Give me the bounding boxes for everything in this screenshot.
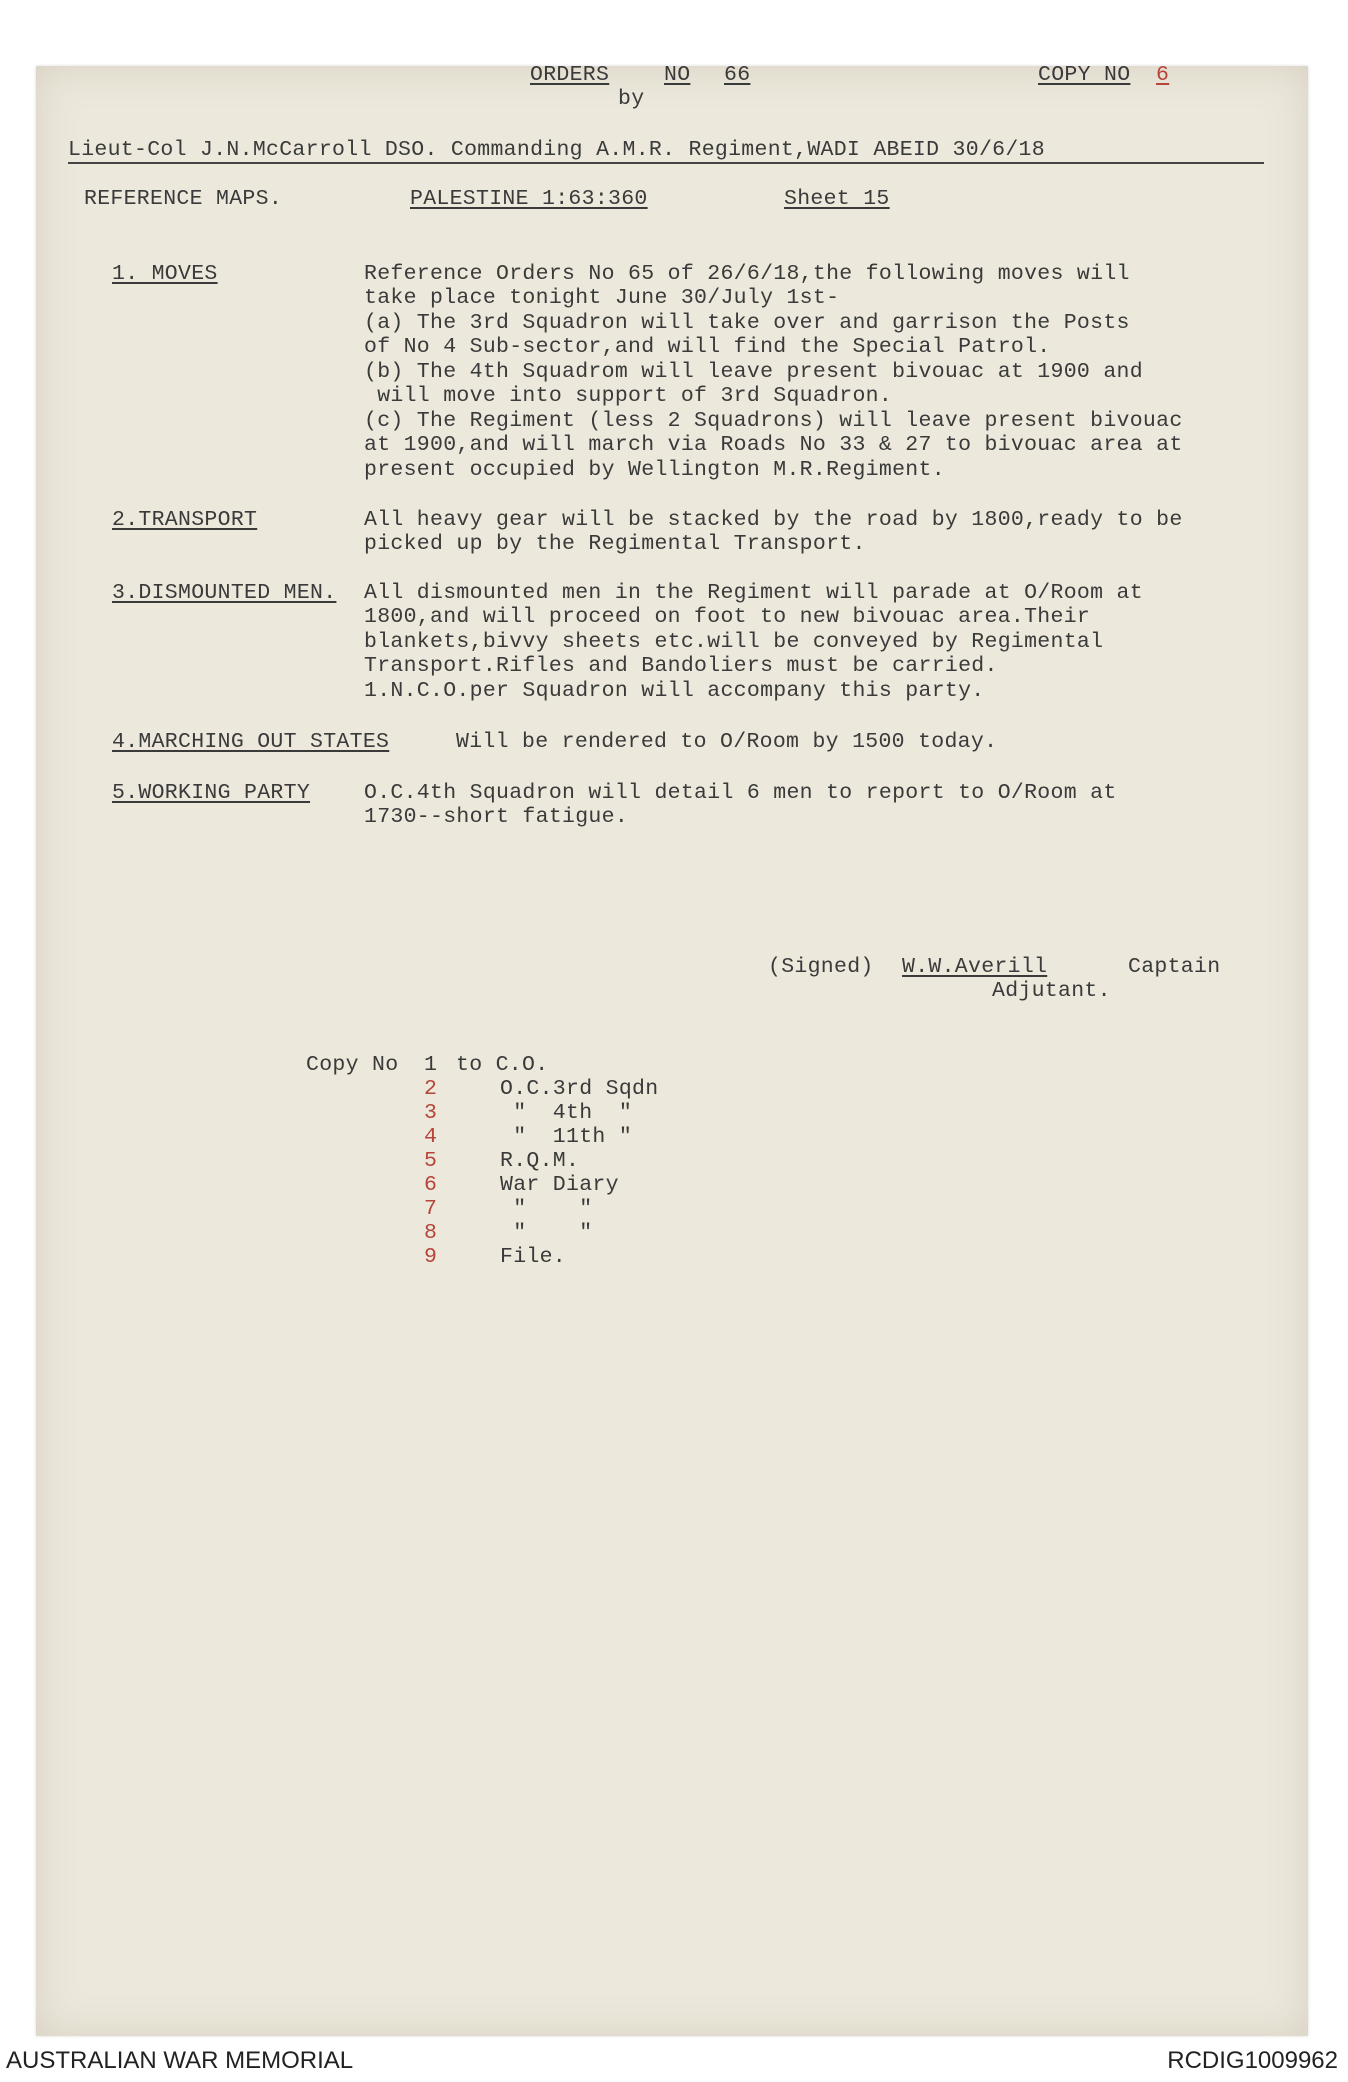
signatory-rank: Captain xyxy=(1128,955,1221,979)
copy-number: 4 xyxy=(424,1125,438,1149)
section-line: O.C.4th Squadron will detail 6 men to report to O/Room at xyxy=(364,781,1117,805)
section-line: take place tonight June 30/July 1st- xyxy=(364,286,840,310)
signatory-role: Adjutant. xyxy=(992,979,1111,1003)
signatory-name: W.W.Averill xyxy=(902,955,1048,979)
copy-recipient: File. xyxy=(500,1245,567,1269)
copy-recipient: O.C.3rd Sqdn xyxy=(500,1077,659,1101)
section-line: will move into support of 3rd Squadron. xyxy=(364,384,893,408)
issuer-underline xyxy=(68,162,1264,164)
copy-number: 1 xyxy=(424,1053,438,1077)
issuer-line: Lieut-Col J.N.McCarroll DSO. Commanding A.M.R. Regiment,WADI ABEID 30/6/18 xyxy=(68,138,1045,162)
section-line: Transport.Rifles and Bandoliers must be carried. xyxy=(364,654,998,678)
section-heading-dismounted-men: 3.DISMOUNTED MEN. xyxy=(112,581,337,605)
catalogue-id: RCDIG1009962 xyxy=(1167,2047,1338,2074)
copy-number: 8 xyxy=(424,1221,438,1245)
map-sheet: Sheet 15 xyxy=(784,187,890,211)
orders-label: ORDERS xyxy=(530,63,610,87)
copy-number: 5 xyxy=(424,1149,438,1173)
copy-recipient: to C.O. xyxy=(456,1053,549,1077)
copy-number: 7 xyxy=(424,1197,438,1221)
section-line: present occupied by Wellington M.R.Regiment. xyxy=(364,458,945,482)
section-heading-moves: 1. MOVES xyxy=(112,262,218,286)
section-heading-marching-out-states: 4.MARCHING OUT STATES xyxy=(112,730,390,754)
reference-maps-label: REFERENCE MAPS. xyxy=(84,187,283,211)
section-line: 1800,and will proceed on foot to new bivouac area.Their xyxy=(364,605,1091,629)
section-line: (b) The 4th Squadrom will leave present bivouac at 1900 and xyxy=(364,360,1143,384)
by-label: by xyxy=(618,87,645,111)
copy-recipient: " 4th " xyxy=(500,1101,633,1125)
section-line: blankets,bivvy sheets etc.will be conveyed by Regimental xyxy=(364,630,1104,654)
map-name: PALESTINE 1:63:360 xyxy=(410,187,648,211)
copy-number: 2 xyxy=(424,1077,438,1101)
section-line: at 1900,and will march via Roads No 33 & 27 to bivouac area at xyxy=(364,433,1183,457)
section-line: Reference Orders No 65 of 26/6/18,the following moves will xyxy=(364,262,1130,286)
copy-recipient: R.Q.M. xyxy=(500,1149,580,1173)
section-line: Will be rendered to O/Room by 1500 today. xyxy=(456,730,998,754)
copy-label: COPY NO xyxy=(1038,63,1131,87)
section-line: 1730--short fatigue. xyxy=(364,805,629,829)
section-line: of No 4 Sub-sector,and will find the Special Patrol. xyxy=(364,335,1051,359)
copy-recipient: " " xyxy=(500,1197,593,1221)
institution-caption: AUSTRALIAN WAR MEMORIAL xyxy=(6,2047,354,2074)
signed-label: (Signed) xyxy=(768,955,874,979)
copy-number: 3 xyxy=(424,1101,438,1125)
copy-recipient: " " xyxy=(500,1221,593,1245)
section-heading-working-party: 5.WORKING PARTY xyxy=(112,781,311,805)
section-heading-transport: 2.TRANSPORT xyxy=(112,508,258,532)
copy-number: 6 xyxy=(424,1173,438,1197)
copy-recipient: " 11th " xyxy=(500,1125,633,1149)
orders-number: 66 xyxy=(724,63,751,87)
distribution-label: Copy No xyxy=(306,1053,399,1077)
section-line: All dismounted men in the Regiment will parade at O/Room at xyxy=(364,581,1143,605)
no-label: NO xyxy=(664,63,691,87)
section-line: All heavy gear will be stacked by the road by 1800,ready to be xyxy=(364,508,1183,532)
section-line: (a) The 3rd Squadron will take over and garrison the Posts xyxy=(364,311,1130,335)
section-line: 1.N.C.O.per Squadron will accompany this party. xyxy=(364,679,985,703)
section-line: picked up by the Regimental Transport. xyxy=(364,532,866,556)
copy-number: 6 xyxy=(1156,63,1170,87)
copy-number: 9 xyxy=(424,1245,438,1269)
copy-recipient: War Diary xyxy=(500,1173,619,1197)
section-line: (c) The Regiment (less 2 Squadrons) will leave present bivouac xyxy=(364,409,1183,433)
